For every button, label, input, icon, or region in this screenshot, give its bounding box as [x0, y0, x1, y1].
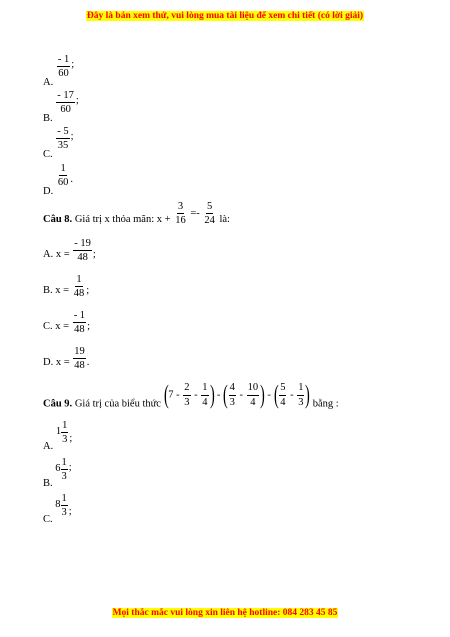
option-a: A. $\frac{- 1}{60}$ ; [43, 54, 75, 88]
question-9: Câu 9. Giá trị của biểu thức (7 - $\frac{2}{3}$ - $\frac{1}{4}$ ) - ( $\frac{4}{3}$ - $\frac{10}{4}$ ) - ( $\frac{5}{4}$ - $\frac{1}{3}$ ) bằng : [43, 380, 339, 410]
fraction: $\frac{5}{24}$ [204, 201, 215, 227]
question-8: Câu 8. Giá trị x thỏa mãn: x + $\frac{3}{16}$ =- $\frac{5}{24}$ là: [43, 201, 230, 227]
fraction: $\frac{19}{48}$ [74, 346, 85, 372]
q8-option-a: A. x = $\frac{- 19}{48}$ ; [43, 238, 96, 264]
option-c: C. $\frac{- 5}{35}$ ; [43, 126, 74, 160]
option-d: D. $\frac{1}{60}$ . [43, 163, 73, 197]
fraction: $\frac{- 17}{60}$ [57, 90, 74, 116]
q8-option-d: D. x = $\frac{19}{48}$ . [43, 346, 90, 372]
fraction: $\frac{- 1}{48}$ [73, 310, 86, 336]
preview-notice-banner: Đây là bản xem thử, vui lòng mua tài liệu để xem chi tiết (có lời giải) [86, 11, 364, 21]
q9-option-b: B. 6 $\frac{1}{3}$ ; [43, 457, 72, 489]
hotline-banner: Mọi thắc mắc vui lòng xin liên hệ hotline: 084 283 45 85 [112, 608, 338, 618]
option-b: B. $\frac{- 17}{60}$ ; [43, 90, 79, 124]
fraction: $\frac{1}{48}$ [73, 274, 85, 300]
q8-option-c: C. x = $\frac{- 1}{48}$ ; [43, 310, 90, 336]
fraction: $\frac{1}{60}$ [57, 163, 69, 189]
q9-option-a: A. 1 $\frac{1}{3}$ ; [43, 420, 73, 452]
fraction: $\frac{- 1}{60}$ [57, 54, 70, 80]
fraction: $\frac{- 19}{48}$ [74, 238, 91, 264]
fraction: $\frac{- 5}{35}$ [57, 126, 69, 152]
q8-option-b: B. x = $\frac{1}{48}$ ; [43, 274, 90, 300]
fraction: $\frac{3}{16}$ [175, 201, 186, 227]
q9-option-c: C. 8 $\frac{1}{3}$ ; [43, 493, 72, 525]
